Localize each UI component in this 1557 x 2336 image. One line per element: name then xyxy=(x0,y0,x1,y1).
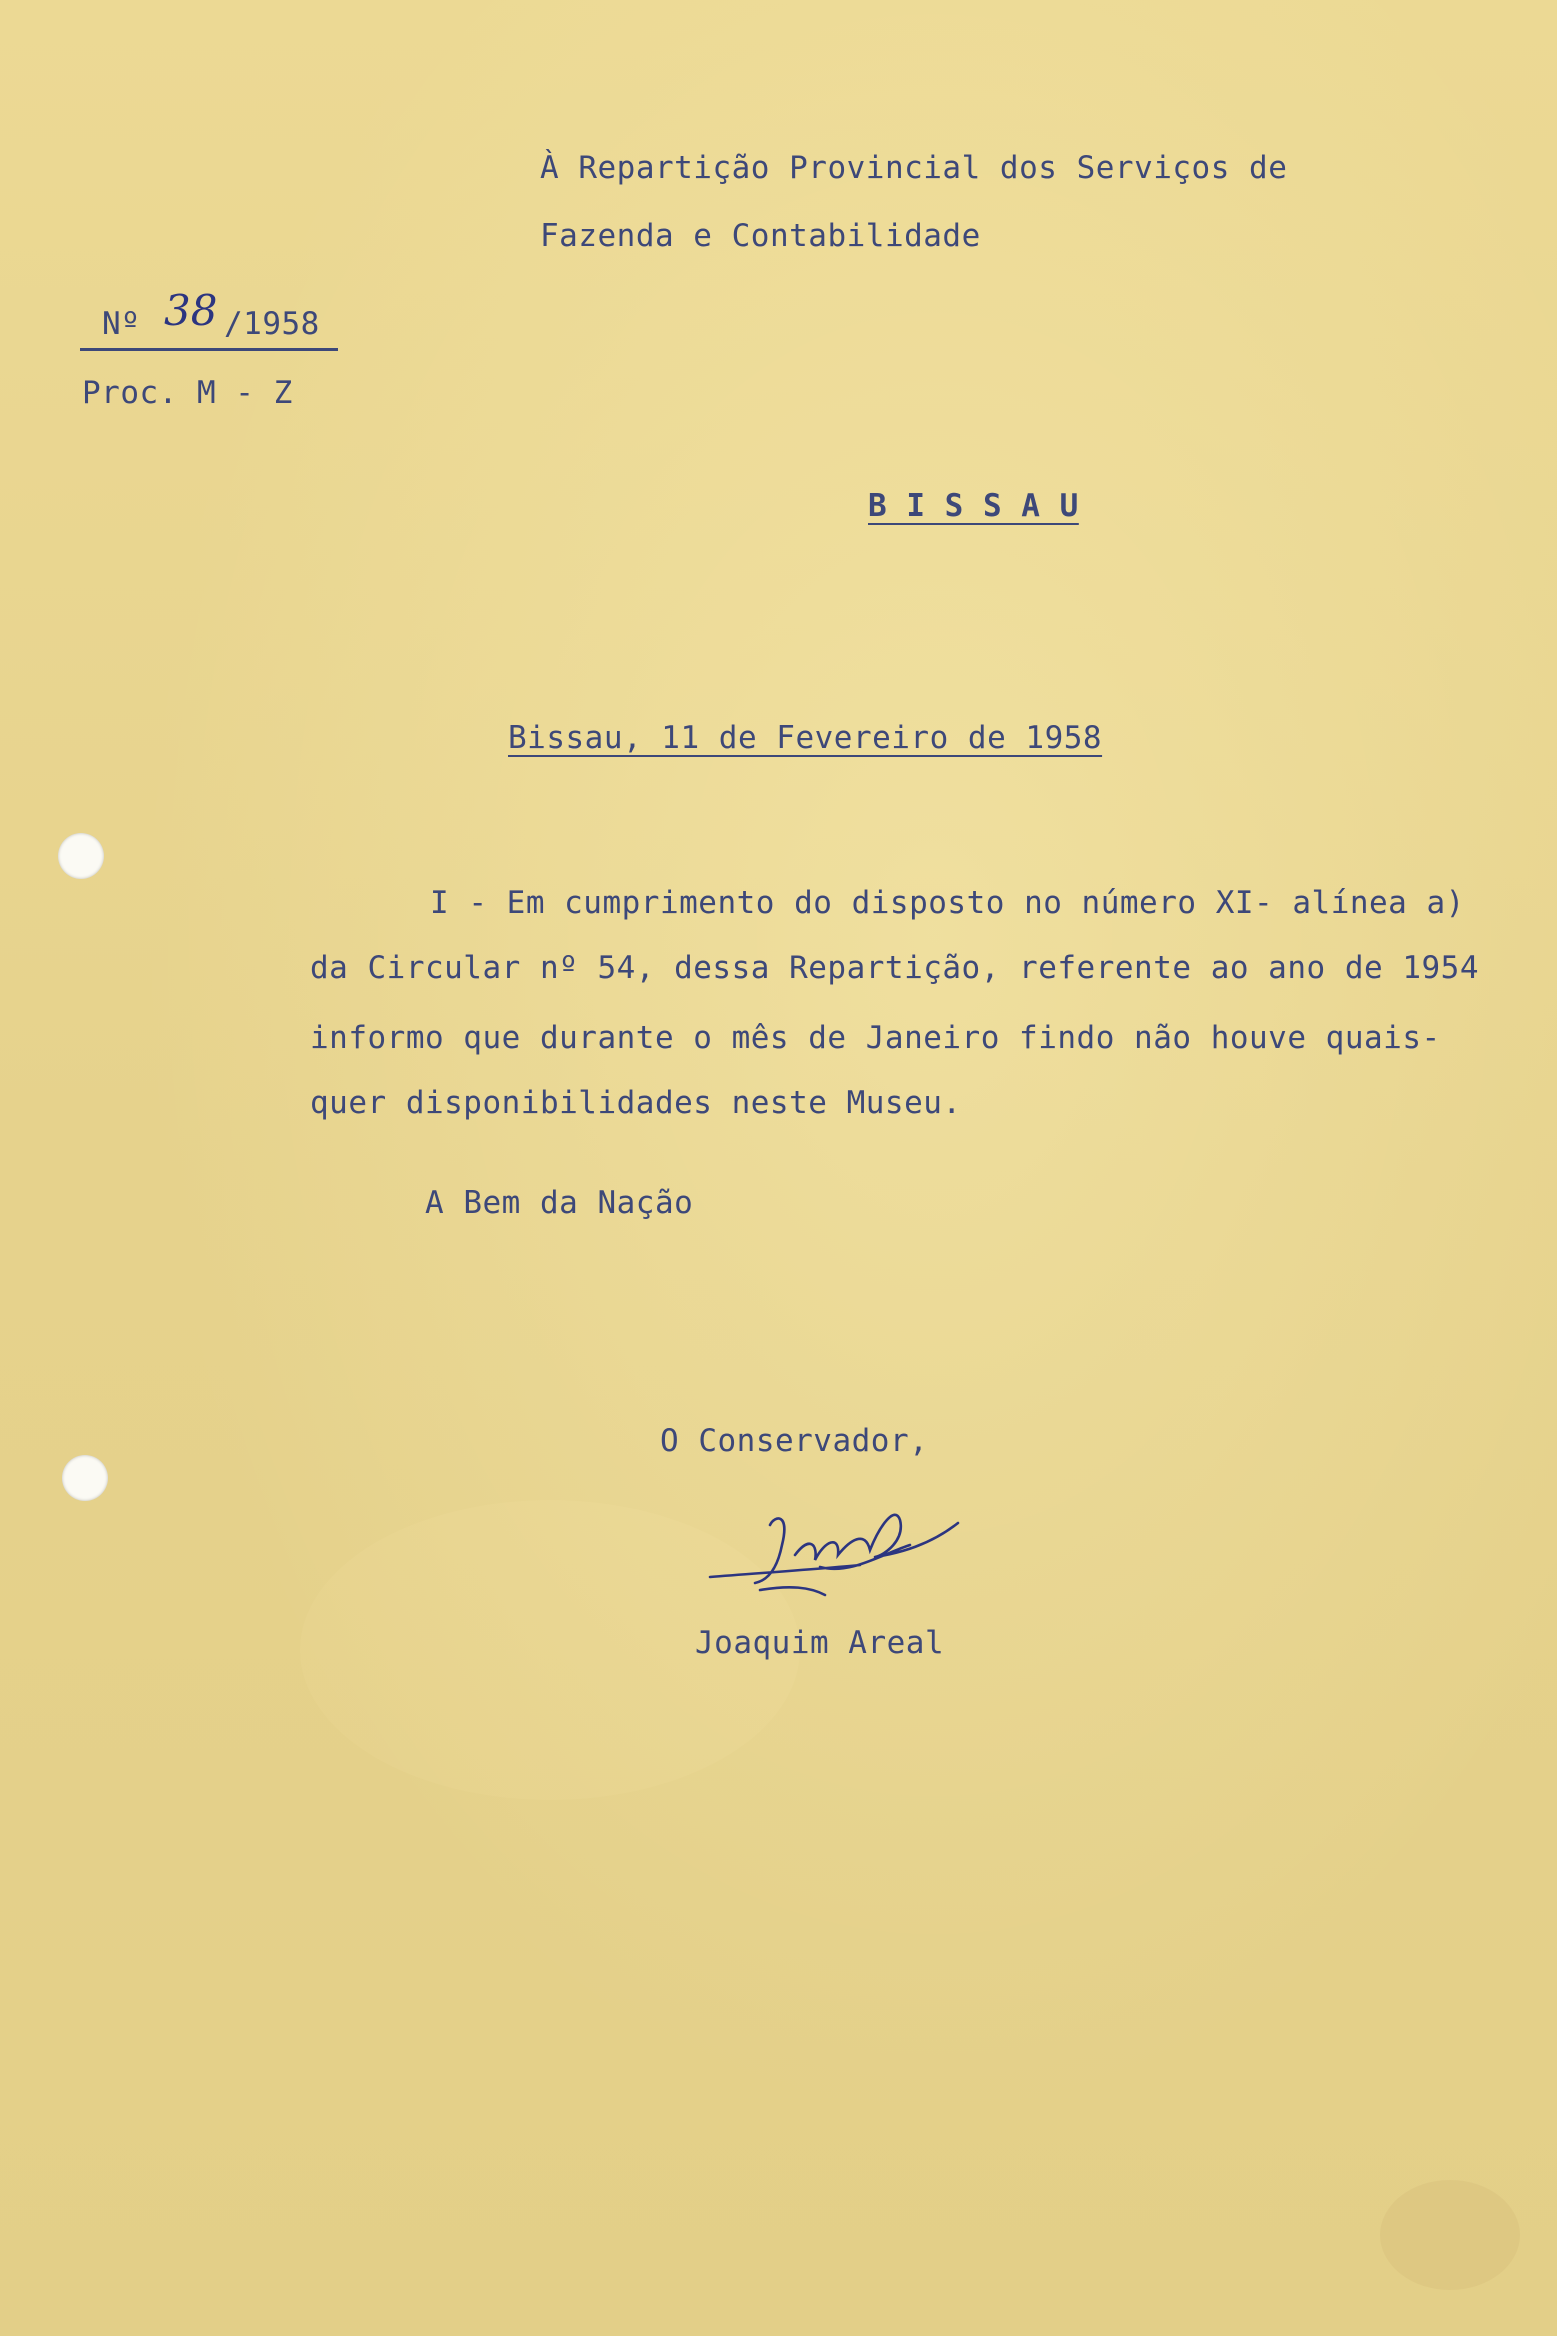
addressee-line-1: À Repartição Provincial dos Serviços de xyxy=(540,150,1288,186)
reference-number xyxy=(80,286,338,351)
reference-prefix: Nº xyxy=(102,306,141,342)
reference-year: /1958 xyxy=(224,306,320,342)
closing-salutation: A Bem da Nação xyxy=(425,1185,694,1221)
reference-number-handwritten: 38 xyxy=(164,286,218,335)
body-line-3: informo que durante o mês de Janeiro findo não houve quais- xyxy=(310,1020,1441,1056)
paper-stain xyxy=(1380,2180,1520,2290)
body-line-1: I - Em cumprimento do disposto no número XI- alínea a) xyxy=(430,885,1465,921)
signature-mark xyxy=(700,1485,990,1615)
letter-date: Bissau, 11 de Fevereiro de 1958 xyxy=(508,720,1103,756)
signatory-title: O Conservador, xyxy=(660,1423,929,1459)
body-line-4: quer disponibilidades neste Museu. xyxy=(310,1085,962,1121)
city-heading: B I S S A U xyxy=(868,488,1079,524)
process-code: Proc. M - Z xyxy=(82,375,293,411)
signatory-name: Joaquim Areal xyxy=(695,1625,945,1661)
addressee-line-2: Fazenda e Contabilidade xyxy=(540,218,981,254)
punch-hole-top xyxy=(58,833,104,879)
body-line-2: da Circular nº 54, dessa Repartição, referente ao ano de 1954 xyxy=(310,950,1479,986)
punch-hole-bottom xyxy=(62,1455,108,1501)
